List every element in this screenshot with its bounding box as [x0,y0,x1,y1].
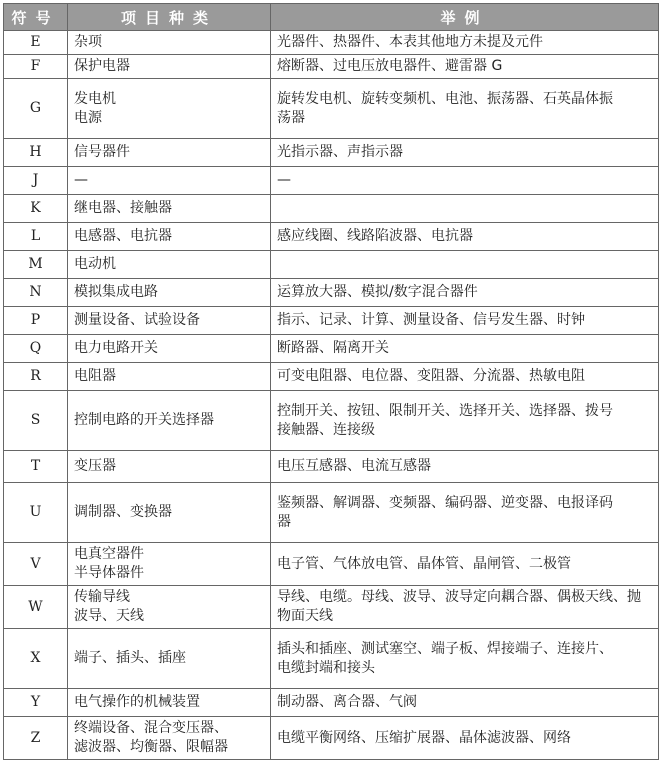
row-example: 导线、电缆。母线、波导、波导定向耦合器、偶极天线、抛物面天线 [271,586,659,629]
table-row [4,689,659,717]
table-row [4,391,659,451]
row-symbol: K [4,195,68,223]
table-row [4,307,659,335]
row-type: 传输导线 波导、天线 [68,586,271,629]
row-symbol: W [4,586,68,629]
row-type: 测量设备、试验设备 [68,307,271,335]
row-symbol: M [4,251,68,279]
row-type: 杂项 [68,31,271,55]
row-symbol: G [4,79,68,139]
row-example [271,251,659,279]
table-row [4,31,659,55]
table-row [4,586,659,629]
row-type: 电力电路开关 [68,335,271,363]
row-type: 控制电路的开关选择器 [68,391,271,451]
table-row [4,629,659,689]
table-row [4,279,659,307]
row-symbol: R [4,363,68,391]
table-row [4,195,659,223]
row-example: 电缆平衡网络、压缩扩展器、晶体滤波器、网络 [271,717,659,760]
row-example: 控制开关、按钮、限制开关、选择开关、选择器、拨号 接触器、连接级 [271,391,659,451]
row-example: 熔断器、过电压放电器件、避雷器 G [271,55,659,79]
row-example: 电子管、气体放电管、晶体管、晶闸管、二极管 [271,543,659,586]
row-example: 制动器、离合器、气阀 [271,689,659,717]
row-symbol: P [4,307,68,335]
row-type: 电阻器 [68,363,271,391]
row-symbol: L [4,223,68,251]
table-row [4,363,659,391]
row-type: 发电机 电源 [68,79,271,139]
header-symbol: 符号 [4,4,68,31]
table-row [4,251,659,279]
row-symbol: J [4,167,68,195]
row-symbol: F [4,55,68,79]
row-type: 电真空器件 半导体器件 [68,543,271,586]
table-row [4,167,659,195]
row-type: 电感器、电抗器 [68,223,271,251]
table-row [4,717,659,760]
row-symbol: X [4,629,68,689]
row-type: 调制器、变换器 [68,483,271,543]
row-type: 模拟集成电路 [68,279,271,307]
header-type: 项目种类 [68,4,271,31]
table-row [4,451,659,483]
row-type: — [68,167,271,195]
row-type: 信号器件 [68,139,271,167]
header-row [4,4,659,31]
row-symbol: V [4,543,68,586]
table-row [4,139,659,167]
table-row [4,335,659,363]
row-symbol: T [4,451,68,483]
symbol-table [3,3,659,760]
row-example: 光器件、热器件、本表其他地方未提及元件 [271,31,659,55]
row-example: 旋转发电机、旋转变频机、电池、振荡器、石英晶体振 荡器 [271,79,659,139]
row-example: — [271,167,659,195]
row-example: 运算放大器、模拟/数字混合器件 [271,279,659,307]
row-example: 指示、记录、计算、测量设备、信号发生器、时钟 [271,307,659,335]
row-example: 电压互感器、电流互感器 [271,451,659,483]
row-example: 插头和插座、测试塞空、端子板、焊接端子、连接片、 电缆封端和接头 [271,629,659,689]
row-type: 变压器 [68,451,271,483]
table-row [4,483,659,543]
row-example: 可变电阻器、电位器、变阻器、分流器、热敏电阻 [271,363,659,391]
row-example [271,195,659,223]
row-symbol: H [4,139,68,167]
row-example: 光指示器、声指示器 [271,139,659,167]
row-symbol: E [4,31,68,55]
table-row [4,79,659,139]
table-row [4,223,659,251]
row-symbol: S [4,391,68,451]
row-type: 保护电器 [68,55,271,79]
row-symbol: N [4,279,68,307]
table-row [4,543,659,586]
row-type: 终端设备、混合变压器、 滤波器、均衡器、限幅器 [68,717,271,760]
header-example: 举例 [271,4,659,31]
row-type: 电气操作的机械装置 [68,689,271,717]
row-type: 电动机 [68,251,271,279]
row-example: 断路器、隔离开关 [271,335,659,363]
row-type: 端子、插头、插座 [68,629,271,689]
row-symbol: Z [4,717,68,760]
row-symbol: U [4,483,68,543]
row-symbol: Y [4,689,68,717]
row-example: 鉴频器、解调器、变频器、编码器、逆变器、电报译码 器 [271,483,659,543]
row-example: 感应线圈、线路陷波器、电抗器 [271,223,659,251]
row-type: 继电器、接触器 [68,195,271,223]
row-symbol: Q [4,335,68,363]
table-row [4,55,659,79]
